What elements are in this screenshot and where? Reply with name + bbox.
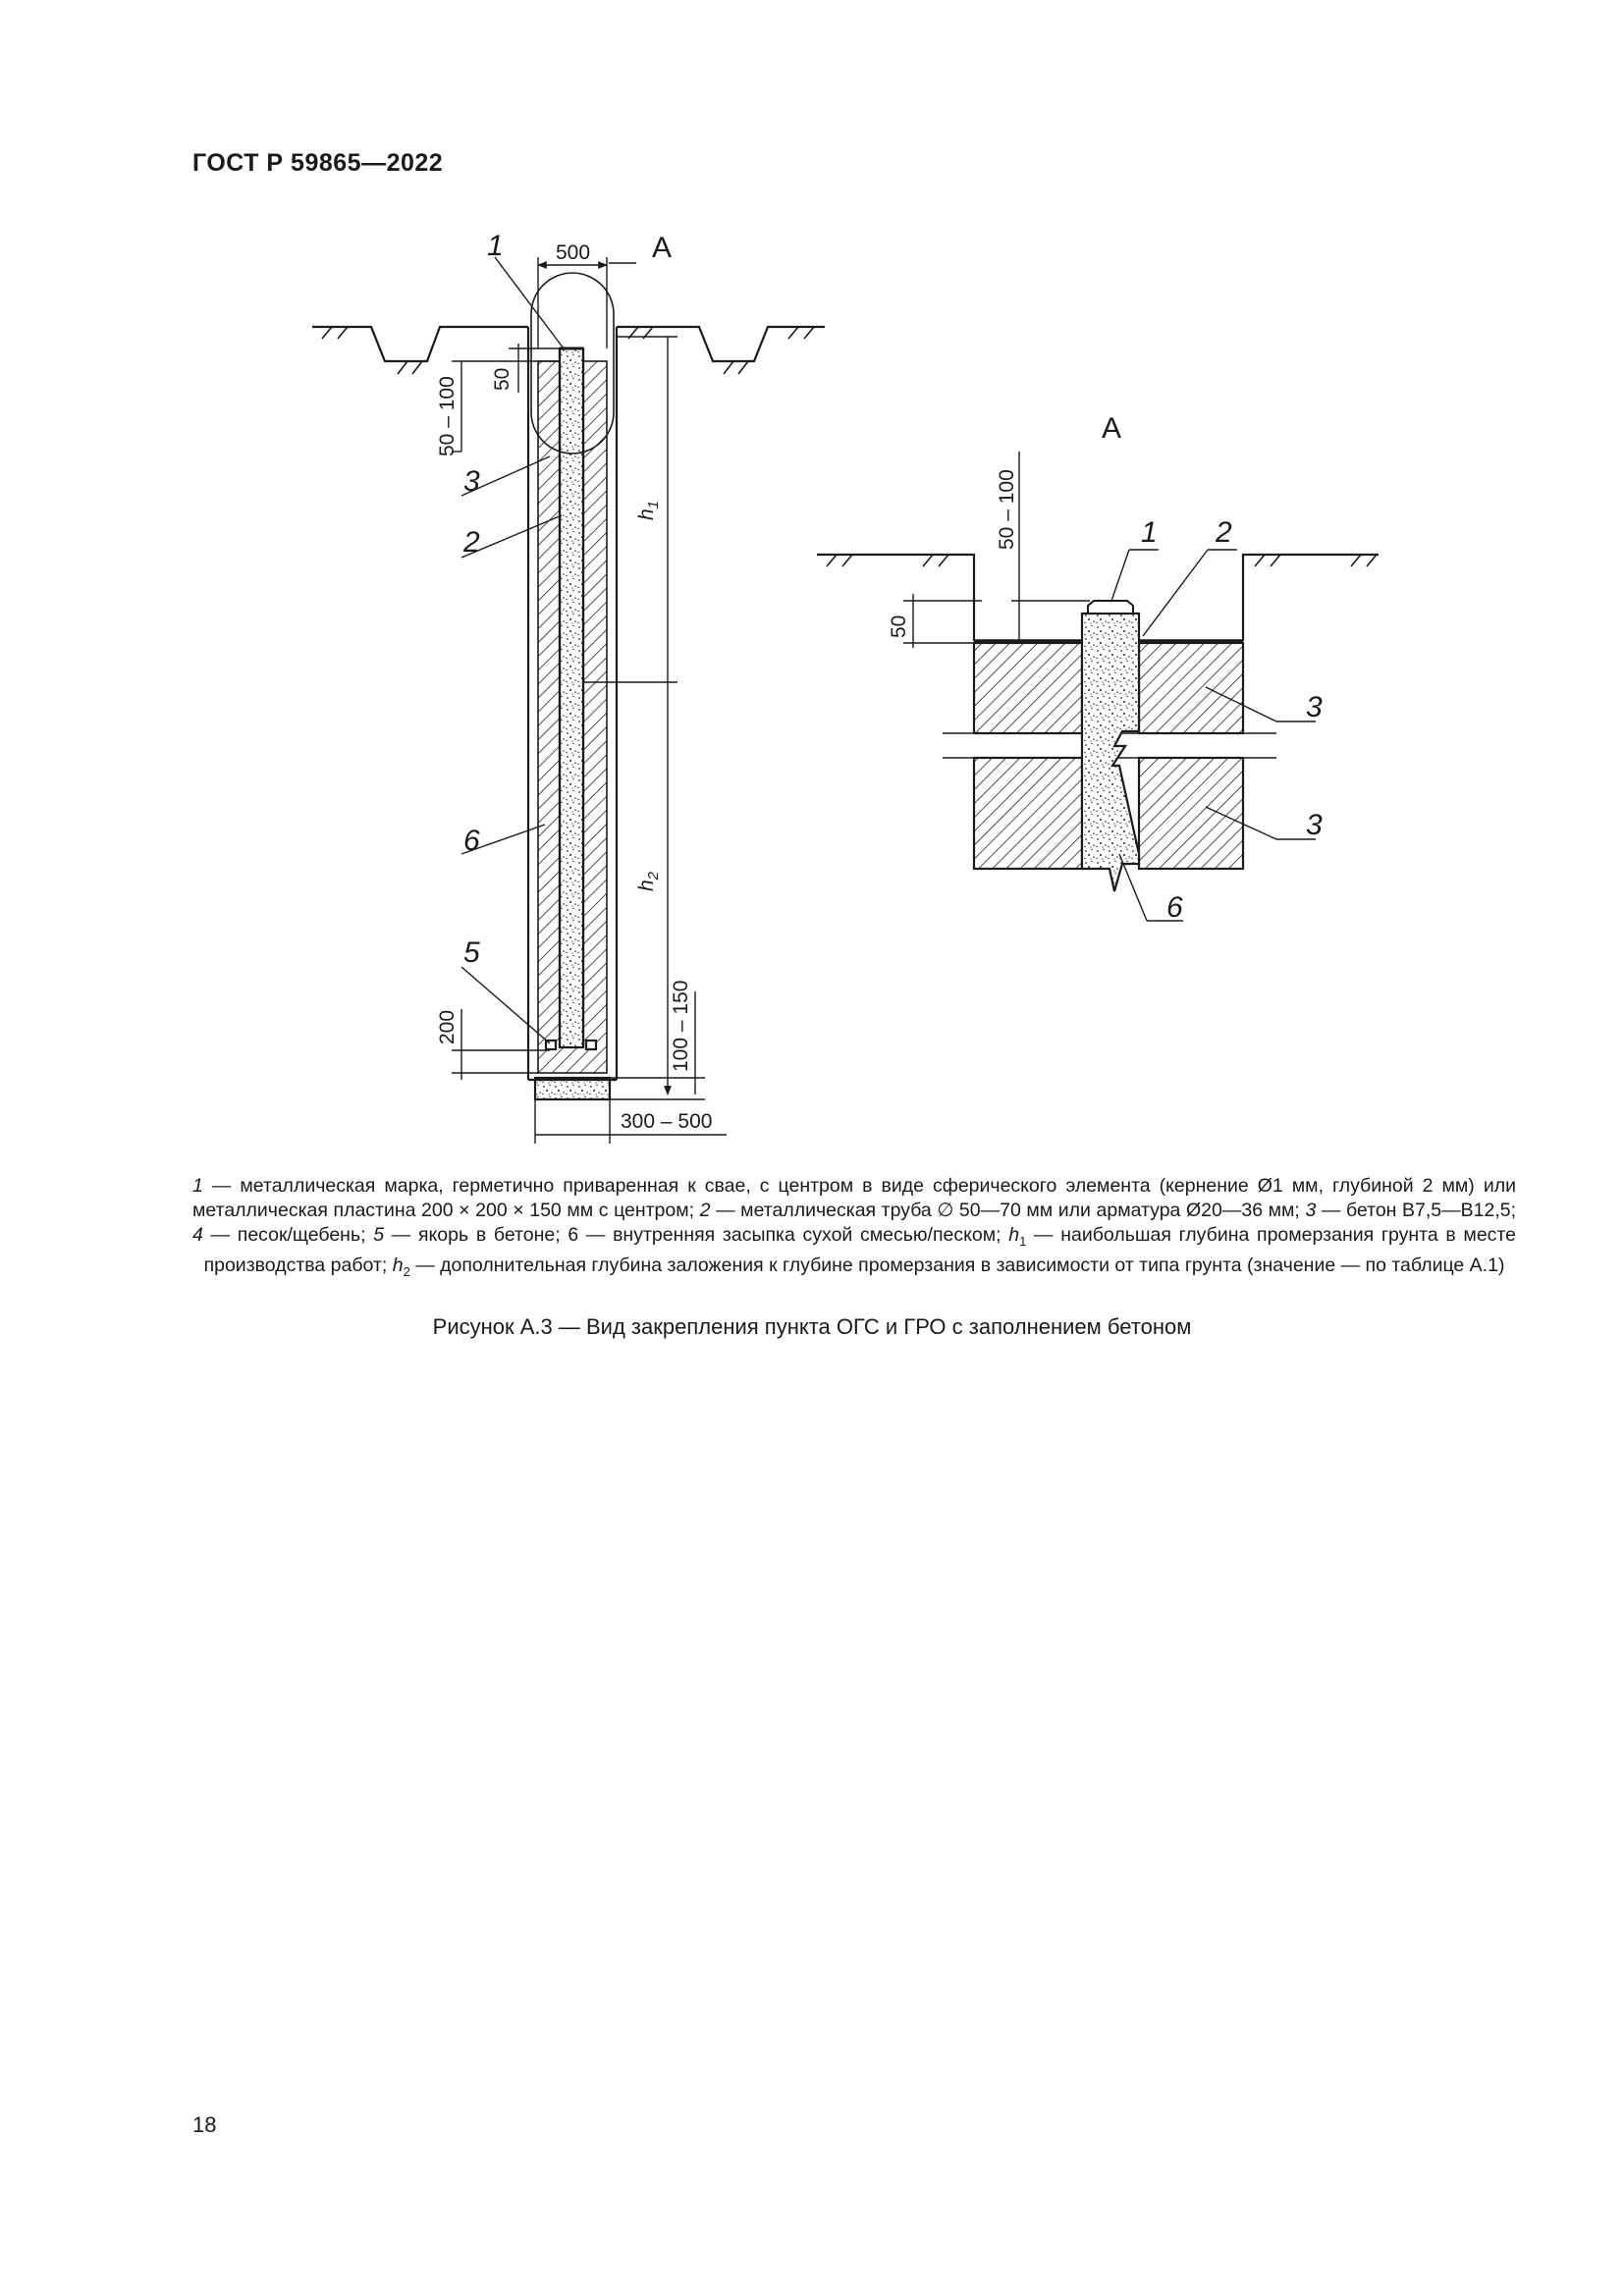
legend-text-h2: — дополнительная глубина заложения к глубине промерзания в зависимости от типа грунта (значение — по таблице А.1)	[409, 1254, 1505, 1276]
legend-text-h1: — наибольшая глубина промерзания грунта в месте производства работ;	[203, 1224, 1516, 1276]
main-section	[312, 273, 825, 1099]
figure-legend	[192, 1174, 1516, 1284]
callout-6: 6	[463, 825, 480, 857]
dim-100-150: 100 – 150	[670, 980, 692, 1072]
page-number: 18	[192, 2112, 217, 2137]
concrete-block-lower-right	[1139, 758, 1243, 869]
dim-h2: $h_2$	[635, 871, 662, 891]
legend-key-h2-sub: 2	[403, 1263, 410, 1279]
legend-text-4: — песок/щебень;	[202, 1224, 374, 1246]
dim-50-100: 50 – 100	[436, 376, 459, 456]
callout-1: 1	[487, 230, 504, 262]
legend-key-h1: h	[1008, 1224, 1020, 1246]
detail-title: А	[1102, 412, 1122, 445]
dim-500: 500	[556, 241, 591, 264]
legend-text-1: — металлическая марка, герметично приваренная к свае, с центром в виде сферического элемента (кернение Ø1 мм, глубиной 2 мм) или металлическая пластина 200 × 200 × 150 мм с центром;	[192, 1175, 1516, 1221]
detail-mark	[1088, 601, 1133, 614]
concrete-block-upper-left	[974, 643, 1082, 733]
legend-text-5: — якорь в бетоне; 6 — внутренняя засыпка сухой смесью/песком;	[384, 1224, 1009, 1246]
legend-key-5: 5	[373, 1224, 385, 1246]
detail-callout-2: 2	[1216, 516, 1232, 549]
dim-50: 50	[491, 367, 514, 391]
detail-dim-50: 50	[888, 614, 910, 638]
detail-callout-3b: 3	[1306, 809, 1323, 841]
legend-text-3: — бетон В7,5—В12,5;	[1316, 1200, 1517, 1221]
callout-3: 3	[463, 465, 480, 498]
concrete-block-upper-right	[1139, 643, 1243, 733]
callout-2: 2	[463, 526, 480, 559]
legend-key-4: 4	[192, 1224, 203, 1246]
concrete-block-lower-left	[974, 758, 1082, 869]
detail-pile	[1082, 614, 1139, 891]
dim-200: 200	[436, 1009, 459, 1044]
dim-300-500: 300 – 500	[621, 1110, 713, 1133]
base-sand-layer	[535, 1078, 610, 1099]
legend-key-3: 3	[1305, 1200, 1317, 1221]
legend-key-1: 1	[192, 1175, 203, 1197]
anchor-right	[586, 1041, 596, 1049]
detail-ref-a: А	[652, 232, 673, 264]
detail-dim-50-100: 50 – 100	[996, 469, 1018, 550]
detail-callout-3a: 3	[1306, 691, 1323, 723]
legend-key-2: 2	[699, 1200, 711, 1221]
detail-callout-6: 6	[1166, 891, 1183, 924]
ground-line-left	[312, 327, 528, 361]
figure-caption: Рисунок А.3 — Вид закрепления пункта ОГС и ГРО с заполнением бетоном	[432, 1314, 1192, 1339]
legend-text-2: — металлическая труба ∅ 50—70 мм или арматура Ø20—36 мм;	[710, 1200, 1306, 1221]
detail-callout-1: 1	[1141, 516, 1158, 549]
document-header: ГОСТ Р 59865—2022	[192, 149, 444, 177]
detail-section	[817, 555, 1379, 891]
legend-key-h1-sub: 1	[1019, 1233, 1027, 1249]
callout-5: 5	[463, 936, 480, 969]
dim-h1: $h_1$	[635, 500, 662, 520]
legend-key-h2: h	[392, 1254, 404, 1276]
